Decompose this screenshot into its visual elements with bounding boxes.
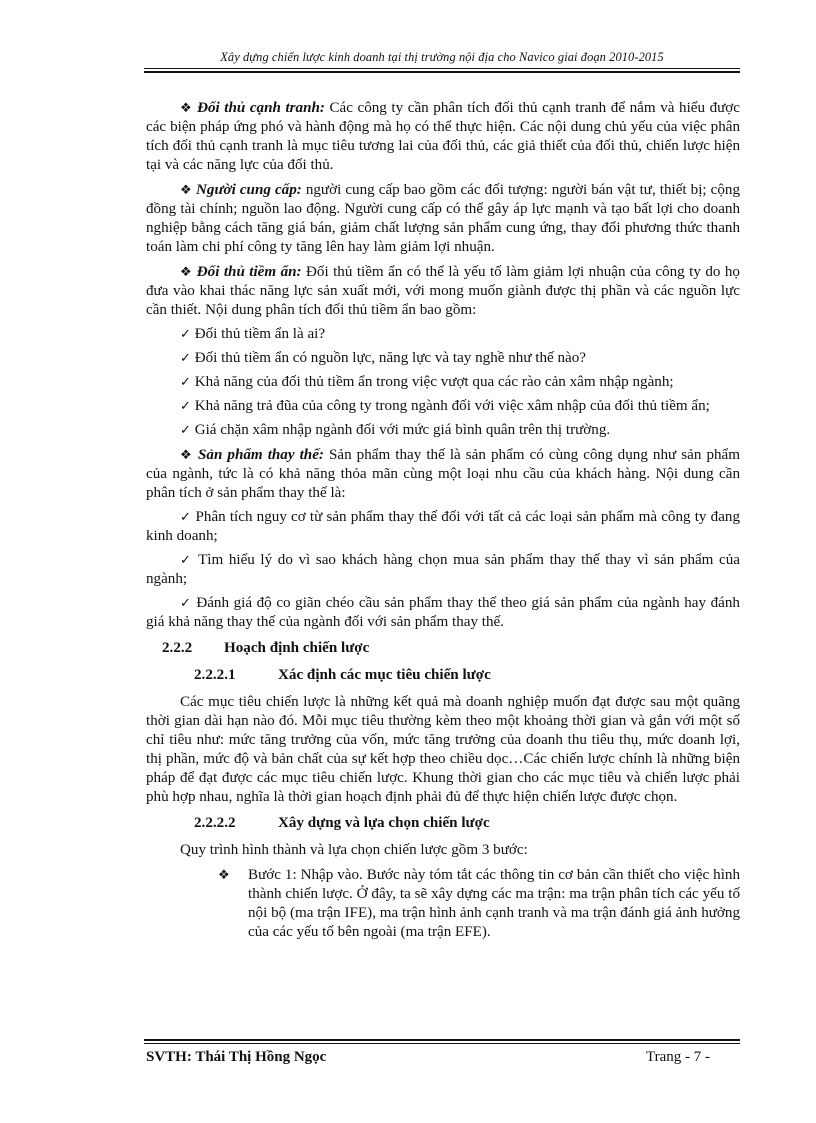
step-text: Bước 1: Nhập vào. Bước này tóm tắt các thông tin cơ bản cần thiết cho việc hình thành chiến lược. Ở đây, ta sẽ xây dựng các ma trận: ma trận phân tích các yếu tố nội bộ (ma trận IFE), ma trận hình ảnh cạnh tranh và ma trận đánh giá ảnh hưởng của các yếu tố bên ngoài (ma trận EFE). (248, 867, 740, 940)
footer-rule (144, 1043, 740, 1044)
check-icon: ✓ (180, 375, 191, 390)
paragraph-quy-trinh: Quy trình hình thành và lựa chọn chiến lược gồm 3 bước: (180, 842, 528, 858)
footer-rule-thick (144, 1039, 740, 1041)
running-header: Xây dựng chiến lược kinh doanh tại thị trường nội địa cho Navico giai đoạn 2010-2015 (220, 50, 664, 64)
step-item (218, 865, 740, 942)
list-item (146, 508, 740, 546)
page-number: Trang - 7 - (646, 1049, 711, 1065)
list-item-text: Đối thủ tiềm ẩn có nguồn lực, năng lực và tay nghề như thế nào? (194, 350, 586, 366)
list-item-text: Đánh giá độ co giãn chéo cầu sản phẩm thay thế theo giá sản phẩm của ngành hay đánh giá khả năng thay thế của ngành đối với sản phẩm thay thế. (146, 595, 740, 630)
list-item-text: Khả năng của đối thủ tiềm ẩn trong việc vượt qua các rào cản xâm nhập ngành; (194, 374, 674, 390)
section-heading-2-2-2 (146, 639, 740, 658)
footer-author: SVTH: Thái Thị Hồng Ngọc (146, 1049, 327, 1065)
section-heading-2-2-2-1 (146, 666, 740, 685)
check-icon: ✓ (180, 399, 191, 414)
list-item (146, 397, 740, 416)
header-rule-thick (144, 71, 740, 73)
paragraph-nguoi-cung-cap (146, 180, 740, 257)
heading-title: Xây dựng và lựa chọn chiến lược (278, 815, 490, 831)
check-icon: ✓ (180, 596, 192, 611)
check-icon: ✓ (180, 510, 192, 525)
heading-title: Xác định các mục tiêu chiến lược (278, 667, 491, 683)
list-item-text: Khả năng trả đũa của công ty trong ngành đối với việc xâm nhập của đối thủ tiềm ẩn; (194, 398, 710, 414)
heading-title: Hoạch định chiến lược (224, 640, 370, 656)
list-item-text: Tìm hiểu lý do vì sao khách hàng chọn mua sản phẩm thay thế thay vì sản phẩm của ngành; (146, 552, 740, 587)
list-item-text: Đối thủ tiềm ẩn là ai? (194, 326, 326, 342)
diamond-bullet-icon: ❖ (218, 867, 230, 882)
list-item (146, 349, 740, 368)
term-label: Đối thủ tiềm ẩn: (196, 264, 302, 280)
diamond-bullet-icon: ❖ (180, 182, 192, 197)
list-item-text: Giá chặn xâm nhập ngành đối với mức giá bình quân trên thị trường. (194, 422, 611, 438)
paragraph-text: người cung cấp bao gồm các đối tượng: người bán vật tư, thiết bị; cộng đồng tài chính; nguồn lao động. Người cung cấp có thể gây áp lực mạnh và tạo bất lợi cho doanh nghiệp bằng cách tăng giá bán, giảm chất lượng sản phẩm cung ứng, thay đổi phương thức thanh toán làm chi phí công ty tăng lên hay làm giảm lợi nhuận. (146, 182, 740, 255)
list-item-text: Phân tích nguy cơ từ sản phẩm thay thế đối với tất cả các loại sản phẩm mà công ty đang kinh doanh; (146, 509, 740, 544)
heading-number: 2.2.2.2 (194, 815, 236, 831)
term-label: Đối thủ cạnh tranh: (197, 100, 325, 116)
paragraph-doi-thu-tiem-an (146, 262, 740, 320)
page-body (146, 98, 740, 947)
paragraph-muc-tieu-chien-luoc: Các mục tiêu chiến lược là những kết quả mà doanh nghiệp muốn đạt được sau một quãng thời gian dài hạn nào đó. Mỗi mục tiêu thường kèm theo một khoảng thời gian và gắn với một số chỉ tiêu như: mức tăng trưởng của vốn, mức tăng trưởng của doanh thu tiêu thụ, mức doanh lợi, thị phần, mức độ và bản chất của sự kết hợp theo chiều dọc…Các chiến lược chính là những biện pháp để đạt được các mục tiêu chiến lược. Khung thời gian cho các mục tiêu và chiến lược phải phù hợp nhau, nghĩa là thời gian hoạch định phải đủ để thực hiện chiến lược được chọn. (146, 694, 740, 805)
paragraph-text: Sản phẩm thay thế là sản phẩm có cùng công dụng như sản phẩm của ngành, tức là có khả năng thỏa mãn cùng một loại nhu cầu của khách hàng. Nội dung cần phân tích ở sản phẩm thay thế là: (146, 447, 740, 501)
check-icon: ✓ (180, 351, 191, 366)
list-item (146, 373, 740, 392)
list-item (146, 551, 740, 589)
list-item (146, 594, 740, 632)
diamond-bullet-icon: ❖ (180, 264, 193, 279)
term-label: Người cung cấp: (196, 182, 302, 198)
section-heading-2-2-2-2 (146, 814, 740, 833)
heading-number: 2.2.2.1 (194, 667, 236, 683)
list-item (146, 325, 740, 344)
header-rule (144, 68, 740, 69)
check-icon: ✓ (180, 553, 193, 568)
paragraph-text: Các công ty cần phân tích đối thủ cạnh tranh để nắm và hiểu được các biện pháp ứng phó và hành động mà họ có thể thực hiện. Các nội dung chủ yếu của việc phân tích đối thủ cạnh tranh là mục tiêu tương lai của đối thủ, các giả thiết của đối thủ, chiến lược hiện tại và các năng lực của đối thủ. (146, 100, 740, 173)
paragraph-text: Đối thủ tiềm ẩn có thể là yếu tố làm giảm lợi nhuận của công ty do họ đưa vào khai thác năng lực sản xuất mới, với mong muốn giành được thị phần và các nguồn lực cần thiết. Nội dung phân tích đối thủ tiềm ẩn bao gồm: (146, 264, 740, 318)
heading-number: 2.2.2 (162, 640, 193, 656)
paragraph-san-pham-thay-the (146, 445, 740, 503)
paragraph-doi-thu-canh-tranh (146, 98, 740, 175)
diamond-bullet-icon: ❖ (180, 447, 193, 462)
diamond-bullet-icon: ❖ (180, 100, 193, 115)
check-icon: ✓ (180, 423, 191, 438)
term-label: Sản phẩm thay thế: (198, 447, 324, 463)
check-icon: ✓ (180, 327, 191, 342)
list-item (146, 421, 740, 440)
